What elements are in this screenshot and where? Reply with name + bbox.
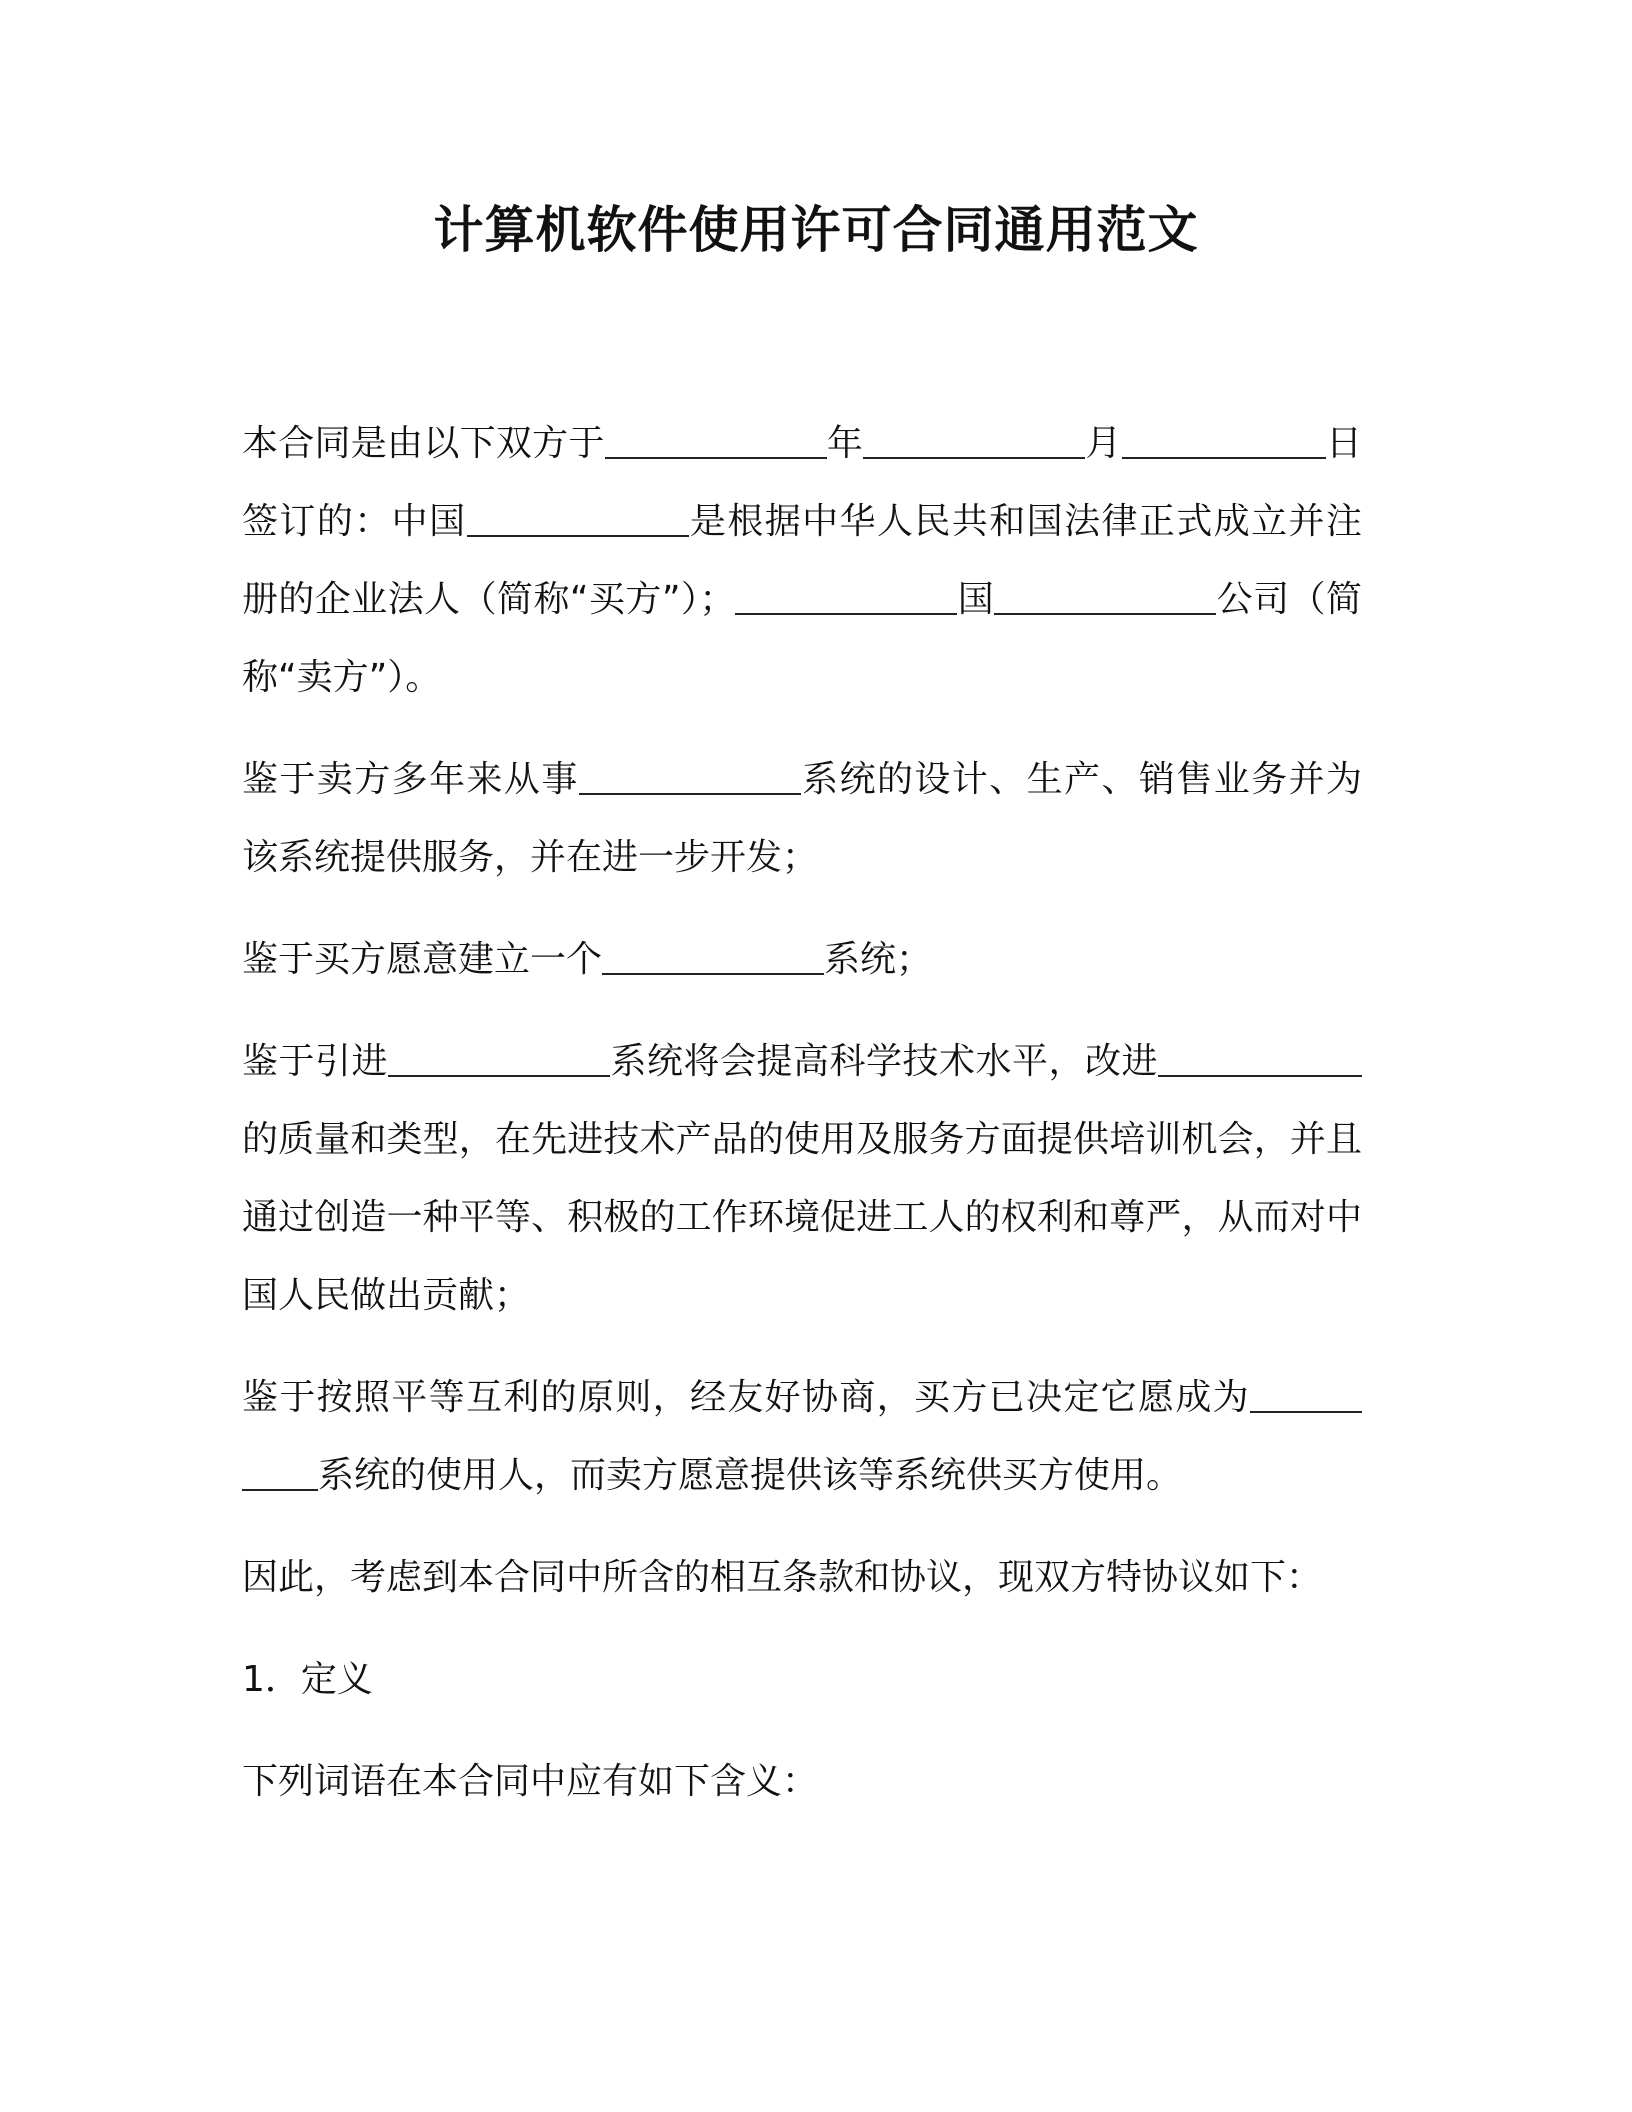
paragraph-definitions-intro: 下列词语在本合同中应有如下含义： — [242, 1761, 819, 1802]
text-fragment: 系统将会提高科学技术水平，改进 — [610, 1041, 1158, 1082]
text-fragment: 鉴于引进 — [242, 1041, 388, 1082]
blank-line — [579, 761, 801, 795]
text-fragment: 年 — [826, 423, 864, 464]
blank-line — [602, 941, 824, 975]
blank-line — [1250, 1379, 1362, 1413]
blank-line — [863, 425, 1085, 459]
blank-line — [1158, 1043, 1362, 1077]
paragraph-therefore: 因此，考虑到本合同中所含的相互条款和协议，现双方特协议如下： — [242, 1557, 1323, 1598]
text-fragment: 鉴于卖方多年来从事 — [242, 759, 579, 800]
text-fragment: 本合同是由以下双方于 — [242, 423, 605, 464]
section-heading-definitions: 1．定义 — [242, 1659, 373, 1700]
paragraph-seller-business — [242, 741, 1362, 897]
paragraph-benefits — [242, 1023, 1362, 1335]
blank-line — [467, 503, 689, 537]
document-body — [242, 405, 1362, 1845]
text-fragment: 日签订的：中国 — [242, 423, 1362, 542]
paragraph-parties — [242, 405, 1362, 717]
text-fragment: 公司（简称“卖方”）。 — [242, 579, 1362, 698]
text-fragment: 的质量和类型，在先进技术产品的使用及服务方面提供培训机会，并且通过创造一种平等、积极的工作环境促进工人的权利和尊严，从而对中国人民做出贡献； — [242, 1119, 1362, 1316]
text-fragment: 月 — [1085, 423, 1122, 464]
document-title: 计算机软件使用许可合同通用范文 — [433, 201, 1199, 259]
text-fragment: 国 — [957, 579, 995, 620]
blank-line — [388, 1043, 610, 1077]
text-fragment: 是根据中华人民共和国法律正式成立并注册的企业法人（简称“买方”）； — [242, 501, 1362, 620]
blank-line — [605, 425, 827, 459]
text-fragment: 系统； — [824, 939, 933, 980]
paragraph-agreement — [242, 1359, 1362, 1515]
blank-line — [994, 581, 1216, 615]
paragraph-buyer-intent — [242, 921, 1362, 999]
text-fragment: 系统的设计、生产、销售业务并为该系统提供服务，并在进一步开发； — [242, 759, 1362, 878]
blank-line — [242, 1457, 318, 1491]
blank-line — [1122, 425, 1326, 459]
text-fragment: 鉴于按照平等互利的原则，经友好协商，买方已决定它愿成为 — [242, 1377, 1250, 1418]
blank-line — [735, 581, 957, 615]
text-fragment: 系统的使用人，而卖方愿意提供该等系统供买方使用。 — [318, 1455, 1183, 1496]
text-fragment: 鉴于买方愿意建立一个 — [242, 939, 603, 980]
